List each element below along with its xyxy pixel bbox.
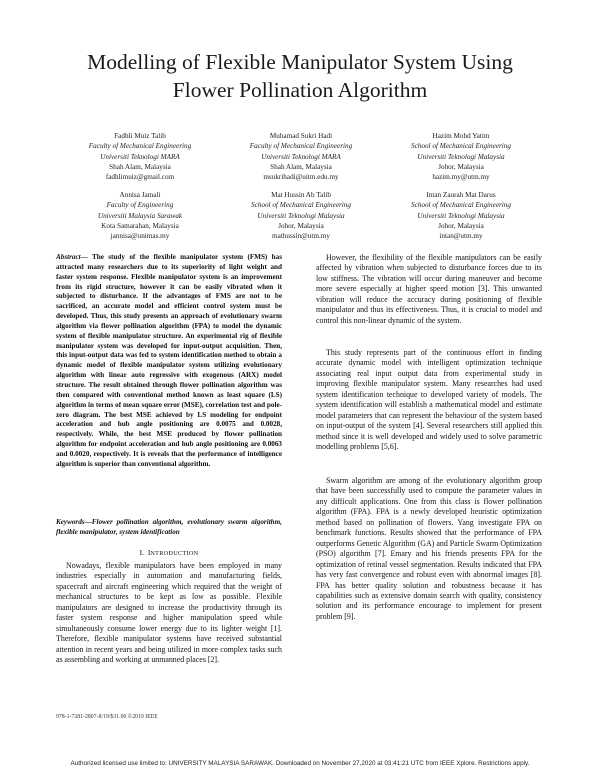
author-city: Johor, Malaysia (438, 162, 484, 171)
paper-title (40, 48, 560, 104)
keywords: Keywords—Flower pollination algorithm, evolutionary swarm algorithm, flexible manipulator, system identification (56, 518, 282, 536)
author-univ: Universiti Malaysia Sarawak (97, 211, 183, 220)
author-block (376, 131, 546, 182)
author-email[interactable]: fadhlimuiz@gmail.com (105, 173, 175, 182)
section-number: I. (139, 548, 145, 557)
author-name: Fadhli Muiz Talib (114, 132, 166, 140)
author-city: Kota Samarahan, Malaysia (101, 221, 179, 230)
license-notice: Authorized licensed use limited to: UNIVERSITY MALAYSIA SARAWAK. Downloaded on November 27,2020 at 03:41:21 UTC from IEEE Xplore. Restrictions apply. (70, 760, 530, 767)
author-dept: School of Mechanical Engineering (250, 201, 351, 210)
body-paragraph: Nowadays, flexible manipulators have been employed in many industries especially in automation and manufacturing fields, spacecraft and aircraft engineering which required that the weight of mechanical structures to be kept as low as possible. Flexible manipulators are designed to increase the productivity through its faster system response and higher manipulation speed while simultaneously consume lower energy due to its lighter weight [1]. Therefore, flexible manipulator systems have received substantial attention in recent years and being utilized in more complex tasks such as assembling and working at unmanned places [2]. (56, 561, 282, 665)
abstract-text: — The study of the flexible manipulator system (FMS) has attracted many researchers due to its superiority of light weight and faster system response. Flexible manipulator system is an improvement from its rigid structure, however it can be easily vibrated when it subjected to disturbance. If the advantages of FMS are not to be sacrificed, an accurate model and efficient control system must be developed. Thus, this study presents an approach of evolutionary swarm algorithm via flower pollination algorithm (FPA) to model the dynamic system of flexible manipulator structure. An experimental rig of flexible manipulator system was developed for input-output acquisition. Then, this input-output data was fed to system identification method to obtain a dynamic model of flexible manipulator system utilizing evolutionary algorithm with linear auto regressive with exogenous (ARX) model structure. The result obtained through flower pollination algorithm was then compared with conventional method known as least square (LS) algorithm in terms of mean square error (MSE), correlation test and pole-zero diagram. The best MSE achieved by LS modeling for endpoint acceleration and hub angle positioning are 0.0075 and 0.0028, respectively. While, the best MSE produced by flower pollination algorithm for endpoint acceleration and hub angle positioning are 0.0063 and 0.0020, respectively. It is reveals that the performance of intelligence algorithm is superior than conventional algorithm. (56, 253, 282, 468)
author-name: Intan Zaurah Mat Darus (426, 191, 496, 199)
author-dept: Faculty of Mechanical Engineering (88, 142, 192, 151)
section-initial: I (147, 548, 151, 557)
body-paragraph: However, the flexibility of the flexible manipulators can be easily affected by vibration when subjected to disturbance forces due to its low stiffness. The vibration will occur during maneuver and become more severe especially at higher speed motion [3]. This unwanted vibration will reduce the accuracy during positioning of flexible manipulator and thus its effectiveness. Thus, it is crucial to model and control this non-linear dynamic of the system. (316, 253, 542, 325)
author-name: Muhamad Sukri Hadi (269, 132, 333, 140)
author-email[interactable]: jannisa@unimas.my (110, 232, 170, 241)
author-city: Johor, Malaysia (438, 221, 484, 230)
body-paragraph: This study represents part of the continuous effort in finding accurate dynamic model with intelligent optimization technique associating real input output data from experimental study in improving flexible manipulator system. Many researches had used system identification technique to developed variety of models. The system identification will establish a mathematical model and estimate model parameters that can represent the behaviour of the system based on input-output of the system [4]. Several researchers still applied this method since it is well developed and widely used to solve parametric modelling problems [5,6]. (316, 348, 542, 452)
author-block (216, 131, 386, 182)
author-univ: Universiti Teknologi MARA (100, 152, 180, 161)
author-city: Johor, Malaysia (278, 221, 324, 230)
abstract-label: Abstract (56, 253, 81, 261)
title-line-1: Modelling of Flexible Manipulator System Using (87, 50, 513, 74)
author-dept: School of Mechanical Engineering (410, 201, 511, 210)
author-city: Shah Alam, Malaysia (109, 162, 171, 171)
author-univ: Universiti Teknologi Malaysia (257, 211, 345, 220)
author-block (55, 190, 225, 241)
section-title-rest: NTRODUCTION (150, 550, 199, 557)
author-email[interactable]: intan@utm.my (439, 232, 483, 241)
author-dept: School of Mechanical Engineering (410, 142, 511, 151)
body-paragraph: Swarm algorithm are among of the evolutionary algorithm group that have been successfully used to compute the parameter values in any difficult applications. One from this class is flower pollination algorithm (FPA). FPA is a newly developed heuristic optimization method based on pollination of flowers. Yang investigate FPA on benchmark functions. Results showed that the performance of FPA outperforms Genetic Algorithm (GA) and Particle Swarm Optimization (PSO) algorithm [7]. Emary and his friends presents FPA for the optimization of retinal vessel segmentation. Results indicated that FPA has very fast convergence and robust even with abnormal images [8]. FPA has better quality solution and robustness because it has capabilities such as extensive domain search with quality, consistency solution and its performance encourage to implement for present problem [9]. (316, 476, 542, 621)
abstract (56, 253, 282, 470)
author-dept: Faculty of Mechanical Engineering (249, 142, 353, 151)
author-email[interactable]: mathussin@utm.my (272, 232, 330, 241)
author-name: Annisa Jamali (119, 191, 161, 199)
author-block (55, 131, 225, 182)
section-heading (56, 548, 282, 559)
author-dept: Faculty of Engineering (106, 201, 174, 210)
isbn-footer: 978-1-7281-2807-8/19/$31.00 ©2019 IEEE (56, 714, 158, 720)
author-univ: Universiti Teknologi Malaysia (417, 152, 505, 161)
author-block (216, 190, 386, 241)
author-univ: Universiti Teknologi Malaysia (417, 211, 505, 220)
author-email[interactable]: msukrihadi@uitm.edu.my (263, 173, 339, 182)
author-name: Mat Hussin Ab Talib (271, 191, 331, 199)
title-line-2: Flower Pollination Algorithm (172, 78, 428, 102)
author-name: Hazim Mohd Yatim (432, 132, 490, 140)
author-univ: Universiti Teknologi MARA (261, 152, 341, 161)
author-city: Shah Alam, Malaysia (270, 162, 332, 171)
author-block (376, 190, 546, 241)
author-email[interactable]: hazim.my@utm.my (432, 173, 490, 182)
